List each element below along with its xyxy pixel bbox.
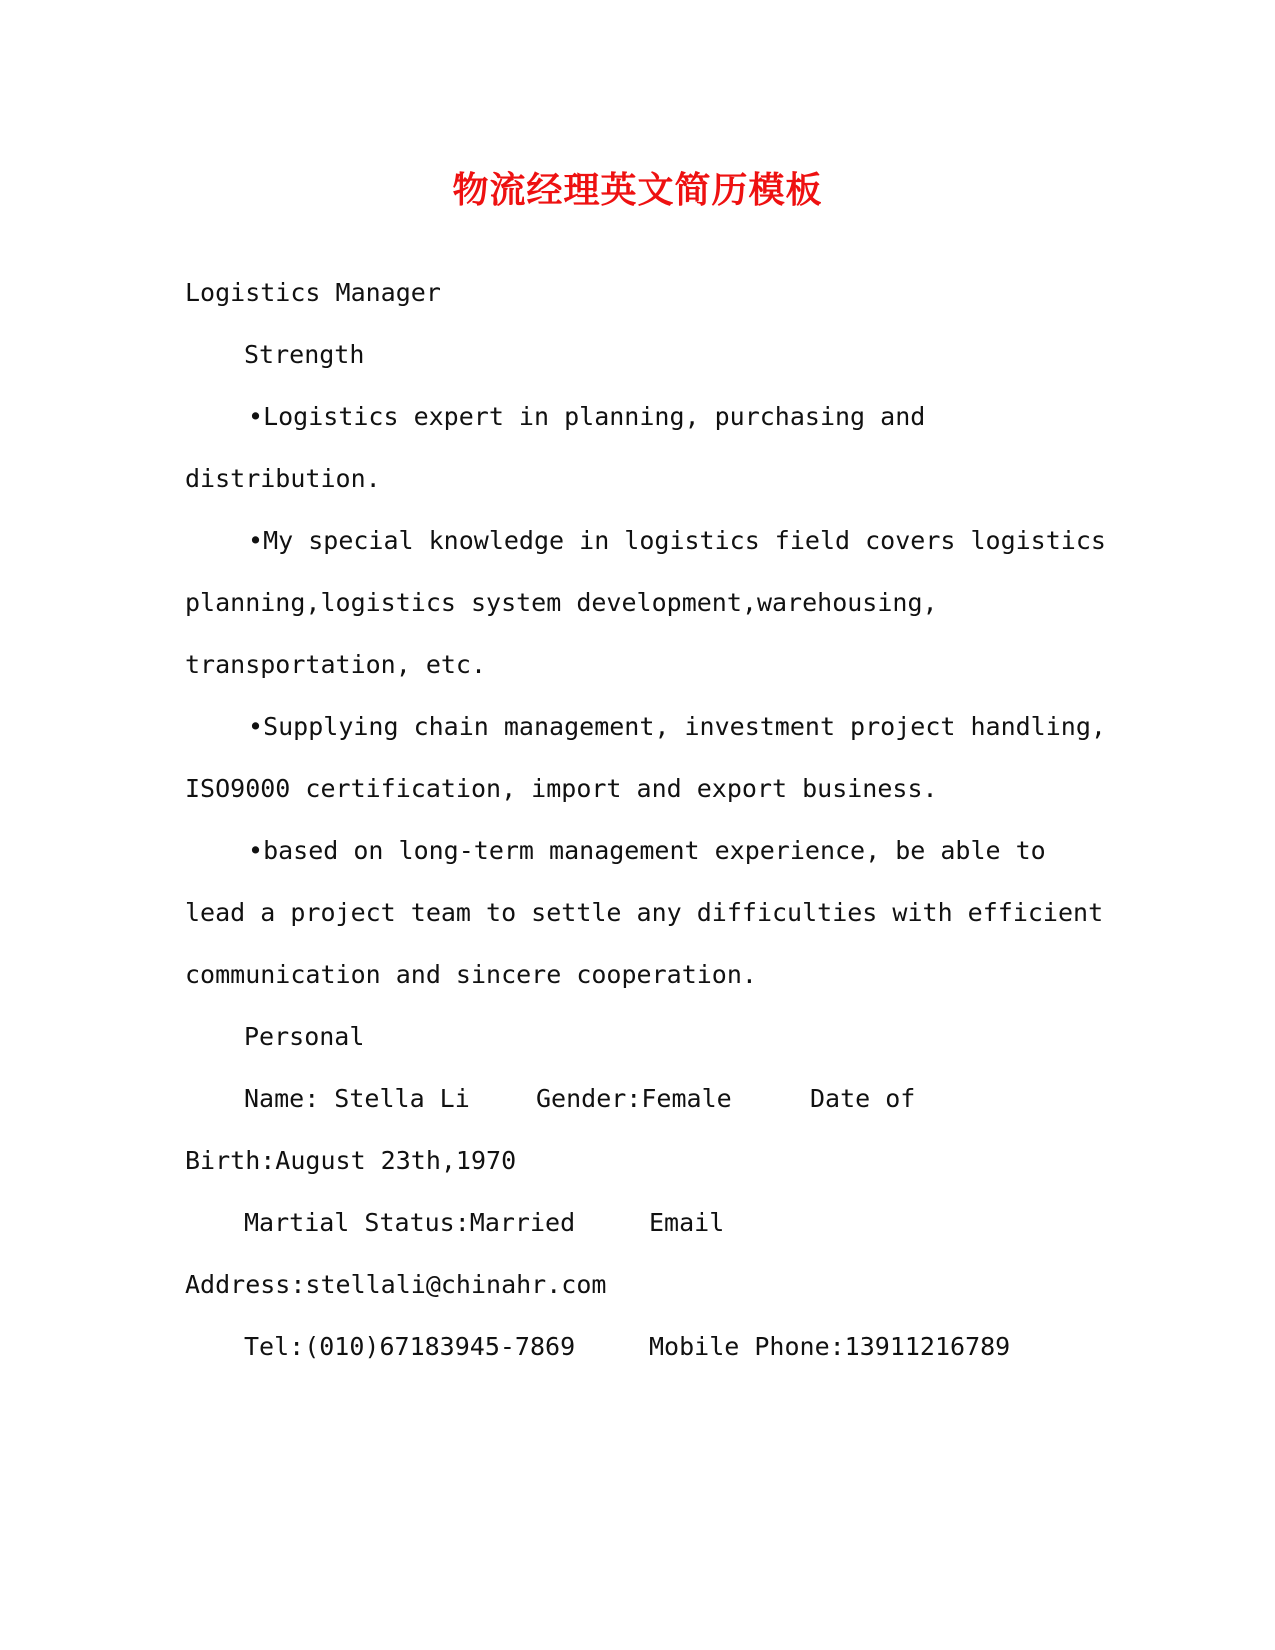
strength-item-4-line-1: based on long-term management experience, be able to — [263, 836, 1046, 865]
bullet-icon: • — [248, 402, 264, 431]
personal-dob-label: Date of — [810, 1084, 916, 1113]
strength-item-3-line-1: Supplying chain management, investment project handling, — [263, 712, 1106, 741]
strength-item-2 — [248, 525, 1106, 557]
personal-mobile: Mobile Phone:13911216789 — [649, 1332, 1011, 1361]
strength-item-1-line-1: Logistics expert in planning, purchasing and — [263, 402, 926, 431]
strength-item-4-line-2: lead a project team to settle any difficulties with efficient — [185, 898, 1104, 927]
personal-dob: Birth:August 23th,1970 — [185, 1146, 517, 1175]
personal-row-3 — [244, 1331, 1010, 1363]
strength-item-2-line-1: My special knowledge in logistics field covers logistics — [263, 526, 1106, 555]
personal-name: Name: Stella Li — [244, 1084, 470, 1113]
personal-email-label: Email — [649, 1208, 725, 1237]
strength-item-3-line-2: ISO9000 certification, import and export business. — [185, 774, 938, 803]
strength-item-4 — [248, 835, 1046, 867]
strength-item-1 — [248, 401, 925, 433]
bullet-icon: • — [248, 712, 264, 741]
strength-item-1-line-2: distribution. — [185, 464, 381, 493]
bullet-icon: • — [248, 836, 264, 865]
personal-row-2 — [244, 1207, 724, 1239]
strength-item-3 — [248, 711, 1106, 743]
personal-email-address: Address:stellali@chinahr.com — [185, 1270, 607, 1299]
bullet-icon: • — [248, 526, 264, 555]
personal-row-1 — [244, 1083, 915, 1115]
position-title: Logistics Manager — [185, 278, 441, 307]
strength-heading: Strength — [244, 340, 365, 369]
personal-gender: Gender:Female — [536, 1084, 732, 1113]
personal-marital-status: Martial Status:Married — [244, 1208, 576, 1237]
personal-tel: Tel:(010)67183945-7869 — [244, 1332, 576, 1361]
strength-item-2-line-3: transportation, etc. — [185, 650, 487, 679]
document-title: 物流经理英文简历模板 — [452, 169, 823, 211]
strength-item-4-line-3: communication and sincere cooperation. — [185, 960, 757, 989]
strength-item-2-line-2: planning,logistics system development,warehousing, — [185, 588, 938, 617]
personal-heading: Personal — [244, 1022, 365, 1051]
